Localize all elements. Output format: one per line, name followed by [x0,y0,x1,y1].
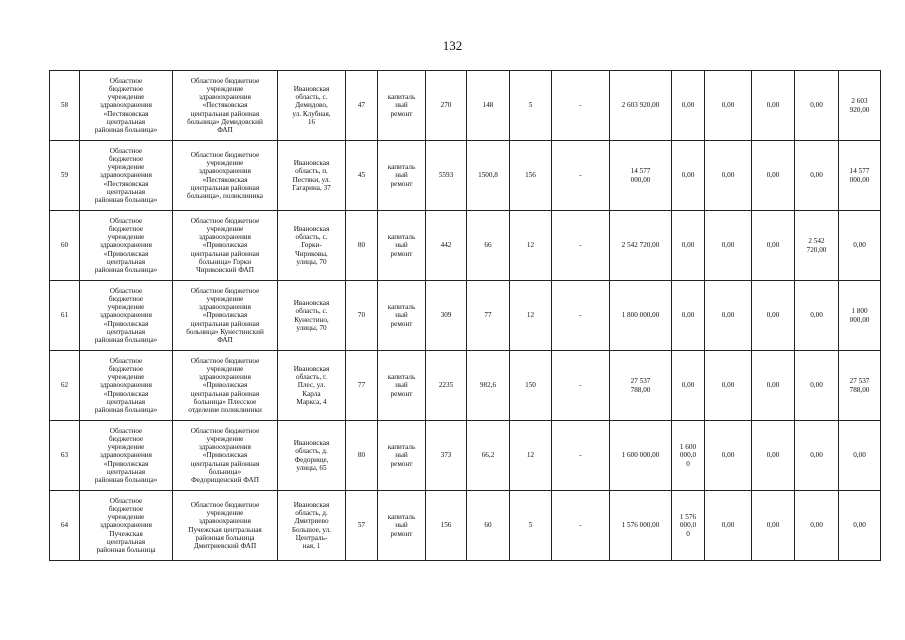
row-number: 58 [50,71,80,141]
work-type-cell: капиталь ный ремонт [378,211,426,281]
col7-cell: 373 [426,421,467,491]
col9-cell: 5 [510,71,552,141]
cost-2023-cell: 0,00 [705,211,752,281]
table-row [50,281,881,351]
work-type-cell: капиталь ный ремонт [378,491,426,561]
row-number: 61 [50,281,80,351]
col7-cell: 156 [426,491,467,561]
cost-2025-cell: 0,00 [795,71,839,141]
total-cost-cell: 1 800 000,00 [610,281,672,351]
owner-cell: Областное бюджетное учреждение здравоохранения «Приволжская центральная районная больница» [80,351,173,421]
row-number: 63 [50,421,80,491]
cost-2026-cell: 0,00 [839,421,881,491]
cost-2022-cell: 0,00 [672,71,705,141]
col8-cell: 982,6 [467,351,510,421]
total-cost-cell: 1 600 000,00 [610,421,672,491]
work-type-cell: капиталь ный ремонт [378,351,426,421]
col9-cell: 5 [510,491,552,561]
cost-2026-cell: 27 537 788,00 [839,351,881,421]
col5-cell: 45 [346,141,378,211]
col8-cell: 66 [467,211,510,281]
col10-cell: - [552,71,610,141]
cost-2026-cell: 1 800 000,00 [839,281,881,351]
cost-2025-cell: 0,00 [795,351,839,421]
cost-2024-cell: 0,00 [752,71,795,141]
col10-cell: - [552,281,610,351]
cost-2024-cell: 0,00 [752,281,795,351]
col8-cell: 1500,8 [467,141,510,211]
cost-2025-cell: 0,00 [795,421,839,491]
col7-cell: 442 [426,211,467,281]
table-row [50,211,881,281]
cost-2023-cell: 0,00 [705,351,752,421]
col8-cell: 77 [467,281,510,351]
work-type-cell: капиталь ный ремонт [378,71,426,141]
cost-2023-cell: 0,00 [705,281,752,351]
capital-repair-table [49,70,881,561]
cost-2022-cell: 0,00 [672,211,705,281]
object-cell: Областное бюджетное учреждение здравоохранения Пучежская центральная районная больница Дмитриевский ФАП [173,491,278,561]
address-cell: Ивановская область, с. Горки- Чириковы, улицы, 70 [278,211,346,281]
cost-2022-cell: 1 576 000,0 0 [672,491,705,561]
col5-cell: 80 [346,421,378,491]
cost-2024-cell: 0,00 [752,351,795,421]
col9-cell: 12 [510,281,552,351]
col7-cell: 270 [426,71,467,141]
cost-2026-cell: 14 577 000,00 [839,141,881,211]
table-row [50,141,881,211]
total-cost-cell: 14 577 000,00 [610,141,672,211]
col5-cell: 57 [346,491,378,561]
col8-cell: 148 [467,71,510,141]
total-cost-cell: 2 542 720,00 [610,211,672,281]
object-cell: Областное бюджетное учреждение здравоохранения «Приволжская центральная районная больница» Федорищенский ФАП [173,421,278,491]
work-type-cell: капиталь ный ремонт [378,421,426,491]
cost-2024-cell: 0,00 [752,421,795,491]
address-cell: Ивановская область, д. Федорище, улицы, 65 [278,421,346,491]
address-cell: Ивановская область, г. Плес, ул. Карла Маркса, 4 [278,351,346,421]
cost-2026-cell: 2 603 920,00 [839,71,881,141]
cost-2023-cell: 0,00 [705,141,752,211]
col8-cell: 66,2 [467,421,510,491]
table-body [50,71,881,561]
col10-cell: - [552,211,610,281]
col10-cell: - [552,141,610,211]
col10-cell: - [552,351,610,421]
address-cell: Ивановская область, п. Пестяки, ул. Гагарина, 37 [278,141,346,211]
cost-2023-cell: 0,00 [705,71,752,141]
row-number: 60 [50,211,80,281]
cost-2025-cell: 0,00 [795,281,839,351]
cost-2025-cell: 2 542 720,00 [795,211,839,281]
col9-cell: 156 [510,141,552,211]
col5-cell: 80 [346,211,378,281]
row-number: 64 [50,491,80,561]
cost-2022-cell: 0,00 [672,281,705,351]
col9-cell: 12 [510,211,552,281]
cost-2024-cell: 0,00 [752,141,795,211]
owner-cell: Областное бюджетное учреждение здравоохранения «Пестяковская центральная районная больница» [80,71,173,141]
cost-2023-cell: 0,00 [705,491,752,561]
col5-cell: 77 [346,351,378,421]
col10-cell: - [552,491,610,561]
cost-2026-cell: 0,00 [839,491,881,561]
owner-cell: Областное бюджетное учреждение здравоохранения «Приволжская центральная районная больница» [80,211,173,281]
row-number: 62 [50,351,80,421]
owner-cell: Областное бюджетное учреждение здравоохранения «Приволжская центральная районная больница» [80,281,173,351]
col7-cell: 2235 [426,351,467,421]
table-row [50,421,881,491]
address-cell: Ивановская область, с. Демидово, ул. Клубная, 16 [278,71,346,141]
cost-2024-cell: 0,00 [752,491,795,561]
col5-cell: 47 [346,71,378,141]
col5-cell: 70 [346,281,378,351]
address-cell: Ивановская область, д. Дмитриево Большое, ул. Централь- ная, 1 [278,491,346,561]
table-row [50,351,881,421]
object-cell: Областное бюджетное учреждение здравоохранения «Пестяковская центральная районная больница» Демидовский ФАП [173,71,278,141]
row-number: 59 [50,141,80,211]
col9-cell: 150 [510,351,552,421]
table-row [50,491,881,561]
owner-cell: Областное бюджетное учреждение здравоохранения Пучежская центральная районная больница [80,491,173,561]
table-row [50,71,881,141]
col7-cell: 309 [426,281,467,351]
col9-cell: 12 [510,421,552,491]
col10-cell: - [552,421,610,491]
owner-cell: Областное бюджетное учреждение здравоохранения «Пестяковская центральная районная больница» [80,141,173,211]
object-cell: Областное бюджетное учреждение здравоохранения «Приволжская центральная районная больница» Плесское отделение поликлиники [173,351,278,421]
cost-2025-cell: 0,00 [795,491,839,561]
address-cell: Ивановская область, с. Кунестино, улицы, 70 [278,281,346,351]
col7-cell: 5593 [426,141,467,211]
cost-2025-cell: 0,00 [795,141,839,211]
col8-cell: 60 [467,491,510,561]
object-cell: Областное бюджетное учреждение здравоохранения «Пестяковская центральная районная больница», поликлиника [173,141,278,211]
total-cost-cell: 27 537 788,00 [610,351,672,421]
work-type-cell: капиталь ный ремонт [378,281,426,351]
work-type-cell: капиталь ный ремонт [378,141,426,211]
cost-2024-cell: 0,00 [752,211,795,281]
cost-2022-cell: 0,00 [672,141,705,211]
page-number: 132 [442,38,463,53]
object-cell: Областное бюджетное учреждение здравоохранения «Приволжская центральная районная больница» Кунестинский ФАП [173,281,278,351]
owner-cell: Областное бюджетное учреждение здравоохранения «Приволжская центральная районная больница» [80,421,173,491]
object-cell: Областное бюджетное учреждение здравоохранения «Приволжская центральная районная больница» Горки Чириковский ФАП [173,211,278,281]
cost-2026-cell: 0,00 [839,211,881,281]
cost-2023-cell: 0,00 [705,421,752,491]
cost-2022-cell: 1 600 000,0 0 [672,421,705,491]
cost-2022-cell: 0,00 [672,351,705,421]
total-cost-cell: 2 603 920,00 [610,71,672,141]
total-cost-cell: 1 576 000,00 [610,491,672,561]
